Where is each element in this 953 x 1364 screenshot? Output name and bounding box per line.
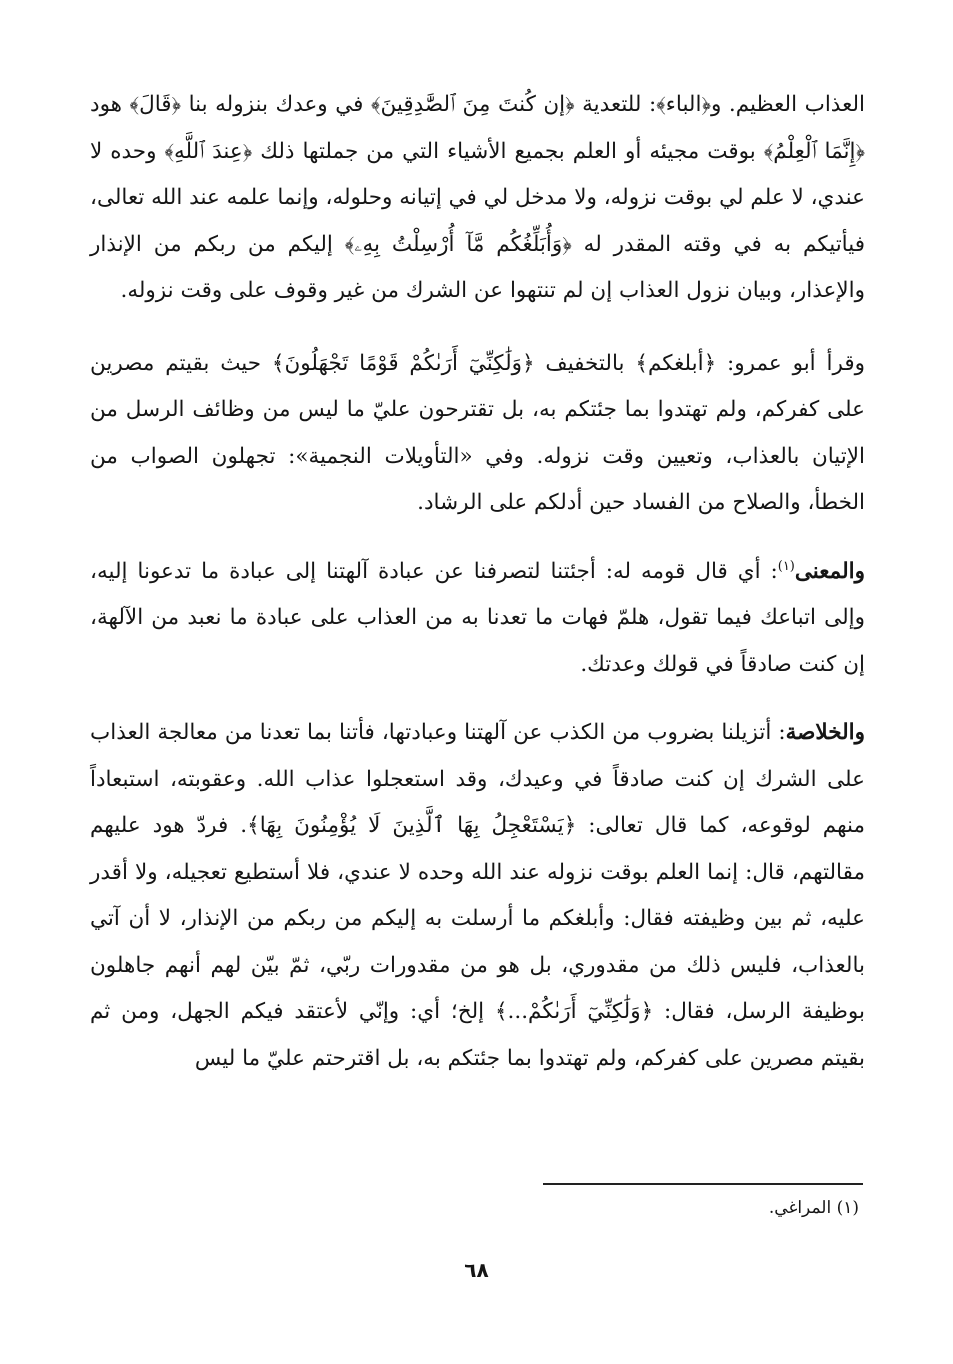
paragraph-3-lead: والمعنى (794, 558, 865, 584)
footnote-separator (543, 1183, 863, 1185)
paragraph-4 (90, 710, 865, 1082)
paragraph-3-body: : أي قال قومه له: أجئتنا لتصرفنا عن عبادة آلهتنا إلى عبادة ما تدعونا إليه، وإلى اتباعك فيما تقول، هلمّ فهات ما تعدنا به من العذاب على عبادة ما نعبد من الآلهة، إن كنت صادقاً في قولك وعدتك. (90, 558, 865, 677)
footnote-ref: (١) (777, 558, 795, 574)
paragraph-1: العذاب العظيم. و﴿الباء﴾: للتعدية ﴿إن كُنتَ مِنَ ٱلصَّٰدِقِينَ﴾ في وعدك بنزوله بنا ﴿قَالَ﴾ هود ﴿إِنَّمَا ٱلْعِلْمُ﴾ بوقت مجيئه أو العلم بجميع الأشياء التي من جملتها ذلك ﴿عِندَ ٱللَّهِ﴾ وحده لا عندي، لا علم لي بوقت نزوله، ولا مدخل لي في إتيانه وحلوله، وإنما علمه عند الله تعالى، فيأتيكم به في وقته المقدر له ﴿وَأُبَلِّغُكُم مَّآ أُرْسِلْتُ بِهِۦ﴾ إليكم من ربكم من الإنذار والإعذار، وبيان نزول العذاب إن لم تنتهوا عن الشرك من غير وقوف على وقت نزوله. (90, 92, 865, 303)
footnote: (١) المراغي. (768, 1198, 859, 1218)
paragraph-3 (90, 549, 865, 689)
paragraph-4-lead: والخلاصة (785, 720, 865, 745)
page-number: ٦٨ (464, 1258, 489, 1282)
paragraph-2: وقرأ أبو عمرو: ﴿أبلغكم﴾ بالتخفيف ﴿وَلَٰكِنِّيٓ أَرَىٰكُمْ قَوْمًا تَجْهَلُونَ﴾ حيث بقيتم مصرين على كفركم، ولم تهتدوا بما جئتكم به، بل تقترحون عليّ ما ليس من وظائف الرسل من الإتيان بالعذاب، وتعيين وقت نزوله. وفي «التأويلات النجمية»: تجهلون الصواب من الخطأ، والصلاح من الفساد حين أدلكم على الرشاد. (90, 350, 865, 515)
paragraph-4-body: : أتزيلنا بضروب من الكذب عن آلهتنا وعبادتها، فأتنا بما تعدنا من معالجة العذاب على الشرك إن كنت صادقاً في وعيدك، وقد استعجلوا عذاب الله. وعقوبته، استبعاداً منهم لوقوعه، كما قال تعالى: ﴿يَسْتَعْجِلُ بِهَا ٱلَّذِينَ لَا يُؤْمِنُونَ بِهَا﴾. فردّ هود عليهم مقالتهم، قال: إنما العلم بوقت نزوله عند الله وحده لا عندي، فلا أستطيع تعجيله، ولا أقدر عليه، ثم بين وظيفته فقال: وأبلغكم ما أرسلت به إليكم من ربكم من الإنذار، لا أن آتي بالعذاب، فليس ذلك من مقدوري، بل هو من مقدورات ربّي، ثمّ بيّن لهم أنهم جاهلون بوظيفة الرسل، فقال: ﴿وَلَٰكِنِّيٓ أَرَىٰكُمْ...﴾ إلخ؛ أي: وإنّي لأعتقد فيكم الجهل، ومن ثم بقيتم مصرين على كفركم، ولم تهتدوا بما جئتكم به، بل اقترحتم عليّ ما ليس (90, 720, 865, 1071)
main-text (90, 82, 865, 1104)
